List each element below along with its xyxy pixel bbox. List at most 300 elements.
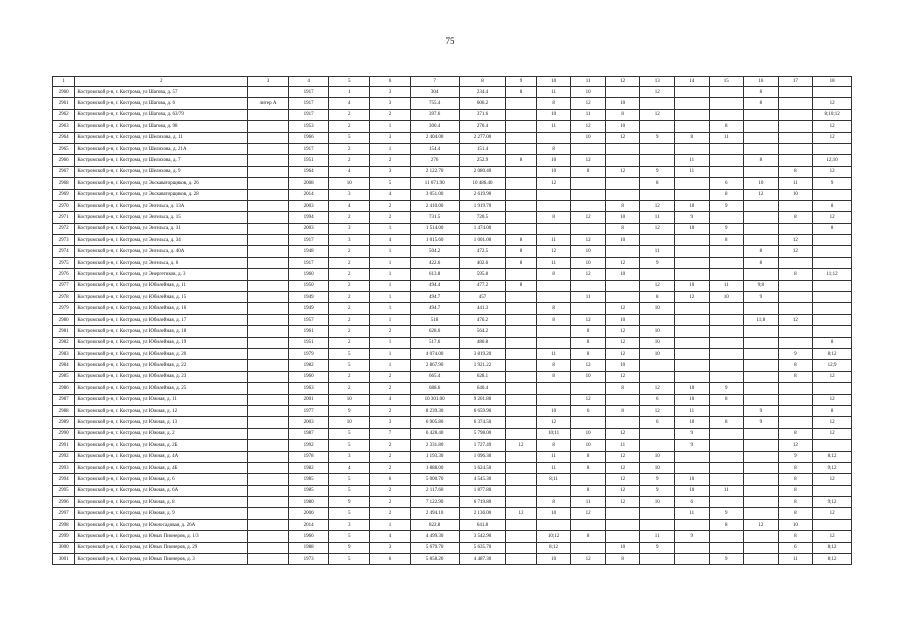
table-cell: 517.6 [410,337,459,348]
table-row [53,246,852,257]
table-cell: 11 [674,508,709,519]
table-cell: 11 [605,440,640,451]
table-cell [674,98,709,109]
table-cell [536,485,571,496]
table-cell: 2974 [53,246,75,257]
table-cell: 472.5 [459,246,506,257]
table-cell: 8 [744,246,779,257]
table-cell: 1 193.30 [410,451,459,462]
table-cell: 10 [778,189,813,200]
table-cell [506,314,536,325]
table-cell: Костромской р-н, г. Кострома, ул Шелихова, д. 9 [75,166,248,177]
table-cell [674,542,709,553]
table-cell: 11 [674,405,709,416]
table-cell: 9 [813,178,852,189]
table-cell: 2975 [53,257,75,268]
table-body [53,87,852,565]
table-cell: 4 [370,394,411,405]
table-row [53,155,852,166]
table-cell [640,554,675,565]
data-table [52,76,852,565]
table-cell: 9 [674,531,709,542]
table-cell: 422.6 [410,257,459,268]
table-cell: 11 [778,554,813,565]
table-cell [248,337,289,348]
table-cell [640,98,675,109]
table-cell: 2994 [53,474,75,485]
table-cell: 1960 [288,371,329,382]
table-row [53,405,852,416]
table-cell: 1 877.80 [459,485,506,496]
table-cell [778,326,813,337]
table-cell: 2985 [53,371,75,382]
table-cell: 2 [370,371,411,382]
table-cell [674,269,709,280]
table-cell [709,314,744,325]
table-cell: 151.4 [459,143,506,154]
table-row [53,451,852,462]
table-cell: 1982 [288,360,329,371]
table-cell: 9 [329,497,370,508]
table-cell: 3 [329,235,370,246]
table-cell: 8 [536,360,571,371]
table-cell [506,554,536,565]
table-cell: 9 [674,440,709,451]
column-header: 14 [674,77,709,87]
table-cell: 8 [709,519,744,530]
table-cell: 494.7 [410,303,459,314]
table-cell: 2 [370,383,411,394]
table-cell: 2 [370,200,411,211]
table-cell [813,246,852,257]
table-cell: 7 122.90 [410,497,459,508]
table-cell: 2 410.00 [410,200,459,211]
table-cell: 1 [370,519,411,530]
table-cell: 12 [813,98,852,109]
table-cell: Костромской р-н, г. Кострома, ул Шелихова, д. 7 [75,155,248,166]
table-cell: 2984 [53,360,75,371]
table-cell: 10 [571,87,606,98]
table-cell [506,542,536,553]
table-row [53,360,852,371]
table-cell: Костромской р-н, г. Кострома, ул Экскаваторщиков, д. 28 [75,189,248,200]
table-cell: 1994 [288,212,329,223]
table-cell: 10 [536,109,571,120]
table-cell [605,178,640,189]
table-cell: 11 [571,497,606,508]
table-cell: 1 921.22 [459,360,506,371]
table-cell: 564.2 [459,326,506,337]
table-cell [674,337,709,348]
table-cell: 2997 [53,508,75,519]
table-cell [640,143,675,154]
table-cell: 2 [370,440,411,451]
table-cell: 12 [605,132,640,143]
table-cell: 10 [778,519,813,530]
table-cell [778,109,813,120]
table-cell [778,121,813,132]
table-cell: 6 374.50 [459,417,506,428]
table-cell [744,166,779,177]
table-cell: 12 [605,497,640,508]
table-cell: 1 [370,314,411,325]
table-cell: 2965 [53,143,75,154]
column-header: 16 [744,77,779,87]
table-cell [536,280,571,291]
table-cell: 1979 [288,348,329,359]
table-cell: 12 [605,474,640,485]
table-cell: Костромской р-н, г. Кострома, ул Южная, д. 2 [75,428,248,439]
table-cell: 3 [370,166,411,177]
column-header: 18 [813,77,852,87]
table-cell: 12 [605,428,640,439]
table-cell: 3 [329,451,370,462]
table-cell [744,121,779,132]
table-cell [536,383,571,394]
table-cell [674,451,709,462]
table-cell: 2 [329,280,370,291]
table-cell: 3 [329,519,370,530]
table-cell: 6 905.80 [410,417,459,428]
table-cell: 10 [536,405,571,416]
table-cell: 2 [329,326,370,337]
table-cell [248,155,289,166]
table-cell [248,371,289,382]
table-cell: Костромской р-н, г. Кострома, ул Юбилейная, д. 23 [75,371,248,382]
table-cell: 1973 [288,554,329,565]
table-cell: Костромской р-н, г. Кострома, ул Шагова, д. 98 [75,121,248,132]
table-cell [248,143,289,154]
table-cell: 2992 [53,451,75,462]
table-cell [813,383,852,394]
table-cell: 9 [709,554,744,565]
table-cell: 1917 [288,257,329,268]
table-cell: 8 [778,269,813,280]
table-row [53,519,852,530]
table-cell [536,132,571,143]
table-cell: 11 [536,462,571,473]
table-cell: Костромской р-н, г. Кострома, ул Шагова, д. 57 [75,87,248,98]
table-cell: 252.9 [459,155,506,166]
table-cell: 2 [370,508,411,519]
table-cell [248,360,289,371]
table-cell: 9 [778,348,813,359]
table-cell: 8 [709,417,744,428]
column-header: 7 [410,77,459,87]
table-cell: Костромской р-н, г. Кострома, ул Юбилейная, д. 17 [75,314,248,325]
table-cell [674,314,709,325]
table-cell: 12 [605,337,640,348]
table-cell [248,428,289,439]
table-cell: 12 [571,235,606,246]
table-cell: 1 [370,223,411,234]
table-cell [778,303,813,314]
table-row [53,383,852,394]
table-cell: 3 542.90 [459,531,506,542]
table-cell: 402.6 [459,257,506,268]
table-cell [744,554,779,565]
table-cell: 9 [709,200,744,211]
table-cell: 12 [778,440,813,451]
table-cell: 11 [674,166,709,177]
table-cell [778,132,813,143]
table-cell: 9;12 [813,497,852,508]
table-cell: 2 [329,383,370,394]
table-cell: Костромской р-н, г. Кострома, ул Южная, д. 6 [75,474,248,485]
table-cell: 8 [640,178,675,189]
table-row [53,462,852,473]
table-cell: 2 494.10 [410,508,459,519]
table-cell [248,485,289,496]
table-cell [674,235,709,246]
table-cell [709,542,744,553]
table-cell: 1 727.49 [459,440,506,451]
table-cell: 371.6 [459,109,506,120]
table-cell: 12 [640,223,675,234]
table-cell: 1917 [288,98,329,109]
table-cell: 10 [640,337,675,348]
table-cell [506,121,536,132]
table-cell: 8 [744,257,779,268]
table-cell: литер А [248,98,289,109]
table-cell: Костромской р-н, г. Кострома, ул Южная, д. 13 [75,417,248,428]
table-cell: 1966 [288,132,329,143]
table-cell: 8 [813,223,852,234]
table-cell: 2 122.70 [410,166,459,177]
table-cell [248,87,289,98]
table-cell: 2981 [53,326,75,337]
table-cell: 2 [370,462,411,473]
table-cell: 10 [674,474,709,485]
table-row [53,212,852,223]
table-cell [248,474,289,485]
table-cell [248,280,289,291]
table-cell [744,212,779,223]
table-cell: 10 [605,314,640,325]
table-cell: 1960 [288,269,329,280]
table-cell [709,143,744,154]
table-cell: 270.4 [459,121,506,132]
table-cell: 8;12 [813,451,852,462]
table-cell: 12 [571,360,606,371]
table-cell: 6 [571,405,606,416]
table-cell: 12 [571,121,606,132]
table-cell [813,87,852,98]
table-cell: 12 [640,109,675,120]
table-cell: 518 [410,314,459,325]
table-cell: 11 [709,280,744,291]
table-cell: 595.8 [459,269,506,280]
table-cell: 2 277.00 [459,132,506,143]
table-cell: 9 [640,132,675,143]
table-cell [674,189,709,200]
table-cell: 1978 [288,451,329,462]
table-cell: 12 [640,280,675,291]
table-row [53,257,852,268]
table-cell [506,292,536,303]
table-cell: 12 [605,371,640,382]
table-cell [248,531,289,542]
table-cell: 10 [536,166,571,177]
table-cell: 12 [813,508,852,519]
table-cell [248,132,289,143]
table-cell: 4 [329,98,370,109]
table-cell: 10 [536,508,571,519]
table-cell: 4 [370,189,411,200]
table-cell [674,554,709,565]
table-cell: 8 [536,212,571,223]
table-cell: 457 [459,292,506,303]
table-cell [709,348,744,359]
table-cell [536,292,571,303]
table-cell [813,143,852,154]
table-cell: 3 [329,223,370,234]
table-cell: 12 [813,531,852,542]
table-cell: 2969 [53,189,75,200]
table-cell: 6 [674,497,709,508]
table-cell [248,314,289,325]
table-cell: 2983 [53,348,75,359]
table-cell: 5 [329,348,370,359]
table-cell [506,223,536,234]
table-cell [640,314,675,325]
table-cell [709,257,744,268]
table-cell: 8 [744,87,779,98]
table-cell: 10 [640,326,675,337]
table-cell [571,542,606,553]
table-cell: 9 [709,508,744,519]
table-cell [506,143,536,154]
table-cell: 12 [778,235,813,246]
table-cell [640,189,675,200]
table-cell: 12 [571,314,606,325]
table-cell: Костромской р-н, г. Кострома, ул Энгельса, д. 13А [75,200,248,211]
table-cell: 720.5 [459,212,506,223]
table-cell [744,200,779,211]
table-cell: 2003 [288,223,329,234]
table-cell: 9;8 [744,280,779,291]
table-cell [778,383,813,394]
table-row [53,303,852,314]
table-cell: 1953 [288,121,329,132]
table-row [53,98,852,109]
table-row [53,223,852,234]
table-cell: 1 [370,337,411,348]
column-header: 9 [506,77,536,87]
table-cell: 2 [329,143,370,154]
table-cell [506,428,536,439]
table-cell: 8 [813,200,852,211]
table-cell [605,531,640,542]
table-cell: Костромской р-н, г. Кострома, ул Южная, д. 9 [75,508,248,519]
table-cell: 12 [640,405,675,416]
table-cell [674,519,709,530]
table-cell [506,531,536,542]
table-cell: 10 [605,542,640,553]
table-cell [744,269,779,280]
table-cell [709,246,744,257]
table-cell: 8 [778,360,813,371]
table-cell: 1 [370,303,411,314]
table-cell: 8 [506,87,536,98]
table-cell: 2991 [53,440,75,451]
table-cell [640,269,675,280]
table-cell [674,143,709,154]
table-cell: 10 [674,280,709,291]
table-cell: Костромской р-н, г. Кострома, ул Юбилейная, д. 15 [75,292,248,303]
table-cell [571,189,606,200]
table-cell: 1982 [288,462,329,473]
table-cell [248,383,289,394]
table-cell [744,462,779,473]
table-cell: 1 096.30 [459,451,506,462]
table-cell: 8 [536,303,571,314]
table-cell: 2993 [53,462,75,473]
column-header: 10 [536,77,571,87]
table-cell: 10 [605,269,640,280]
table-cell: 5 000.70 [410,474,459,485]
table-cell: 10 [571,132,606,143]
table-cell: 1951 [288,155,329,166]
table-cell [506,98,536,109]
table-cell: 12 [571,98,606,109]
table-cell: 10 [674,417,709,428]
table-row [53,485,852,496]
table-cell: 8 [778,497,813,508]
table-cell: 4 499.30 [410,531,459,542]
table-cell: 2966 [53,155,75,166]
table-cell: 8 [506,155,536,166]
table-cell [709,440,744,451]
table-cell: 11 [536,235,571,246]
table-cell [744,497,779,508]
table-cell [778,155,813,166]
table-cell: 11 [709,132,744,143]
table-cell: 5 [370,178,411,189]
table-cell: 8 [778,474,813,485]
table-row [53,497,852,508]
table-cell: 2 [370,109,411,120]
table-cell [744,235,779,246]
table-row [53,87,852,98]
table-cell: 10 [329,394,370,405]
table-cell: 12;10 [813,155,852,166]
table-cell [778,257,813,268]
table-cell: 494.7 [410,292,459,303]
table-cell: 1 [370,269,411,280]
table-cell: Костромской р-н, г. Кострома, ул Южная, д. 4А [75,451,248,462]
table-cell: 1987 [288,428,329,439]
table-cell: 2979 [53,303,75,314]
table-cell [248,200,289,211]
table-cell [778,143,813,154]
table-cell: 1949 [288,292,329,303]
table-cell: 12 [640,383,675,394]
table-cell: 8 [536,440,571,451]
table-cell [536,326,571,337]
table-cell: 4 [370,531,411,542]
table-cell: 12 [571,394,606,405]
table-cell [674,348,709,359]
table-cell: 8 [506,280,536,291]
table-cell: 606.2 [459,98,506,109]
table-cell: 10 [571,246,606,257]
table-row [53,121,852,132]
table-cell [506,348,536,359]
table-cell: 10 [674,223,709,234]
table-row [53,280,852,291]
table-cell: 9 [744,292,779,303]
